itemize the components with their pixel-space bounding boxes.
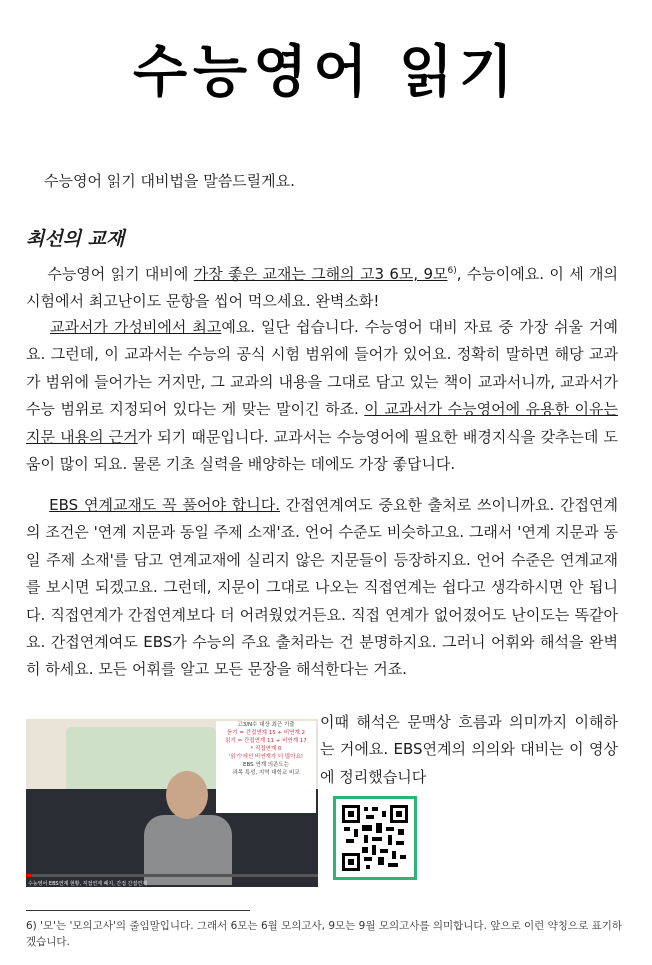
p1-text-b: , 수능이에요. 이 세 개의 시험에서 최고난이도 문항을 씹어 먹으세요. 완벽소화! bbox=[26, 265, 618, 311]
video-progress-track[interactable] bbox=[26, 874, 318, 877]
intro-text: 수능영어 읽기 대비법을 말씀드릴게요. bbox=[44, 172, 295, 190]
board-line: '읽기'에선 비연계가 더 많아요! bbox=[228, 754, 304, 760]
video-thumbnail[interactable] bbox=[26, 719, 318, 887]
video-caption: 수능영어 EBS연계 현황, 직접연계 폐지, 간접 간접연계 bbox=[28, 881, 147, 887]
board-line: * 직접연계 0 bbox=[250, 746, 282, 752]
p1-text-a: 수능영어 읽기 대비에 bbox=[47, 265, 194, 283]
footnote-ref[interactable]: 6) bbox=[447, 266, 457, 276]
info-board bbox=[216, 721, 316, 813]
p2-text-a: 예요. 일단 쉽습니다. 수능영어 대비 자료 중 가장 쉬울 거예요. 그런데, 이 교과서는 수능의 공식 시험 범위에 들어가 있어요. 정확히 말하면 해당 교과가 범위에 들어가는 거지만, 그 교과의 내용을 그대로 담고 있는 책이 교과서니까, 교과서가 수능 범위로 지정되어 있다는 게 맞는 말이긴 하죠. bbox=[26, 318, 618, 419]
board-line: 과목 특성, 지역 대학교 비교 bbox=[232, 770, 300, 776]
board-line: 읽기 = 간접연계 11 + 비연계 17 bbox=[225, 738, 307, 744]
board-line: 고3/N수 대상 최근 기출 bbox=[237, 722, 295, 728]
section-heading: 최선의 교재 bbox=[26, 228, 125, 250]
page-title: 수능영어 읽기 bbox=[132, 40, 520, 105]
paragraph-textbook bbox=[26, 314, 618, 478]
p2-underline-2: 이 교과서가 수능영어에 유용한 이유는 지문 내용의 근거 bbox=[26, 400, 618, 446]
p1-underline: 가장 좋은 교재는 그해의 고3 6모, 9모 bbox=[193, 265, 448, 283]
paragraph-ebs bbox=[26, 492, 618, 684]
board-line: 듣기 = 간접연계 15 + 비연계 2 bbox=[226, 730, 306, 736]
paragraph-best-material bbox=[26, 258, 618, 316]
paragraph-video-note: 이때 해석은 문맥상 흐름과 의미까지 이해하는 거에요. EBS연계의 의의와 대비는 이 영상에 정리했습니다 bbox=[320, 713, 618, 786]
presenter-head bbox=[166, 771, 208, 819]
p2-underline-1: 교과서가 가성비에서 최고 bbox=[49, 318, 222, 336]
p3-text-a: 간접연계여도 중요한 출처로 쓰이니까요. 간접연계의 조건은 '연계 지문과 동일 주제 소재'죠. 언어 수준도 비슷하고요. 그래서 '연계 지문과 동일 주제 소재'를 담고 연계교재에 실리지 않은 지문들이 등장하지요. 언어 수준은 연계교재를 보시면 되겠고요. 그런데, 지문이 그대로 나오는 직접연계는 쉽다고 생각하시면 안 됩니다. 직접연계가 간접연계보다 더 어려웠었거든요. 직접 연계가 없어졌어도 난이도는 똑같아요. 간접연계여도 EBS가 수능의 주요 출처라는 건 분명하지요. 그러니 어휘와 해석을 완벽히 하세요. 모든 어휘를 알고 모든 문장을 해석한다는 거죠. bbox=[26, 496, 619, 679]
footnote-divider bbox=[26, 910, 250, 911]
footnote: 6) '모'는 '모의고사'의 줄임말입니다. 그래서 6모는 6월 모의고사, 9모는 9월 모의고사를 의미합니다. 앞으로 이런 약칭으로 표기하겠습니다. bbox=[26, 920, 622, 948]
p3-underline: EBS 연계교재도 꼭 풀어야 합니다. bbox=[49, 496, 280, 514]
video-progress-fill bbox=[26, 874, 32, 877]
p2-text-b: 가 되기 때문입니다. 교과서는 수능영어에 필요한 배경지식을 갖추는데 도움이 많이 되요. 물론 기초 실력을 배양하는 데에도 가장 좋답니다. bbox=[26, 427, 618, 474]
board-line: EBS 연계 의존도는 bbox=[242, 762, 290, 768]
qr-code-icon bbox=[342, 805, 408, 871]
qr-code[interactable] bbox=[333, 796, 417, 880]
